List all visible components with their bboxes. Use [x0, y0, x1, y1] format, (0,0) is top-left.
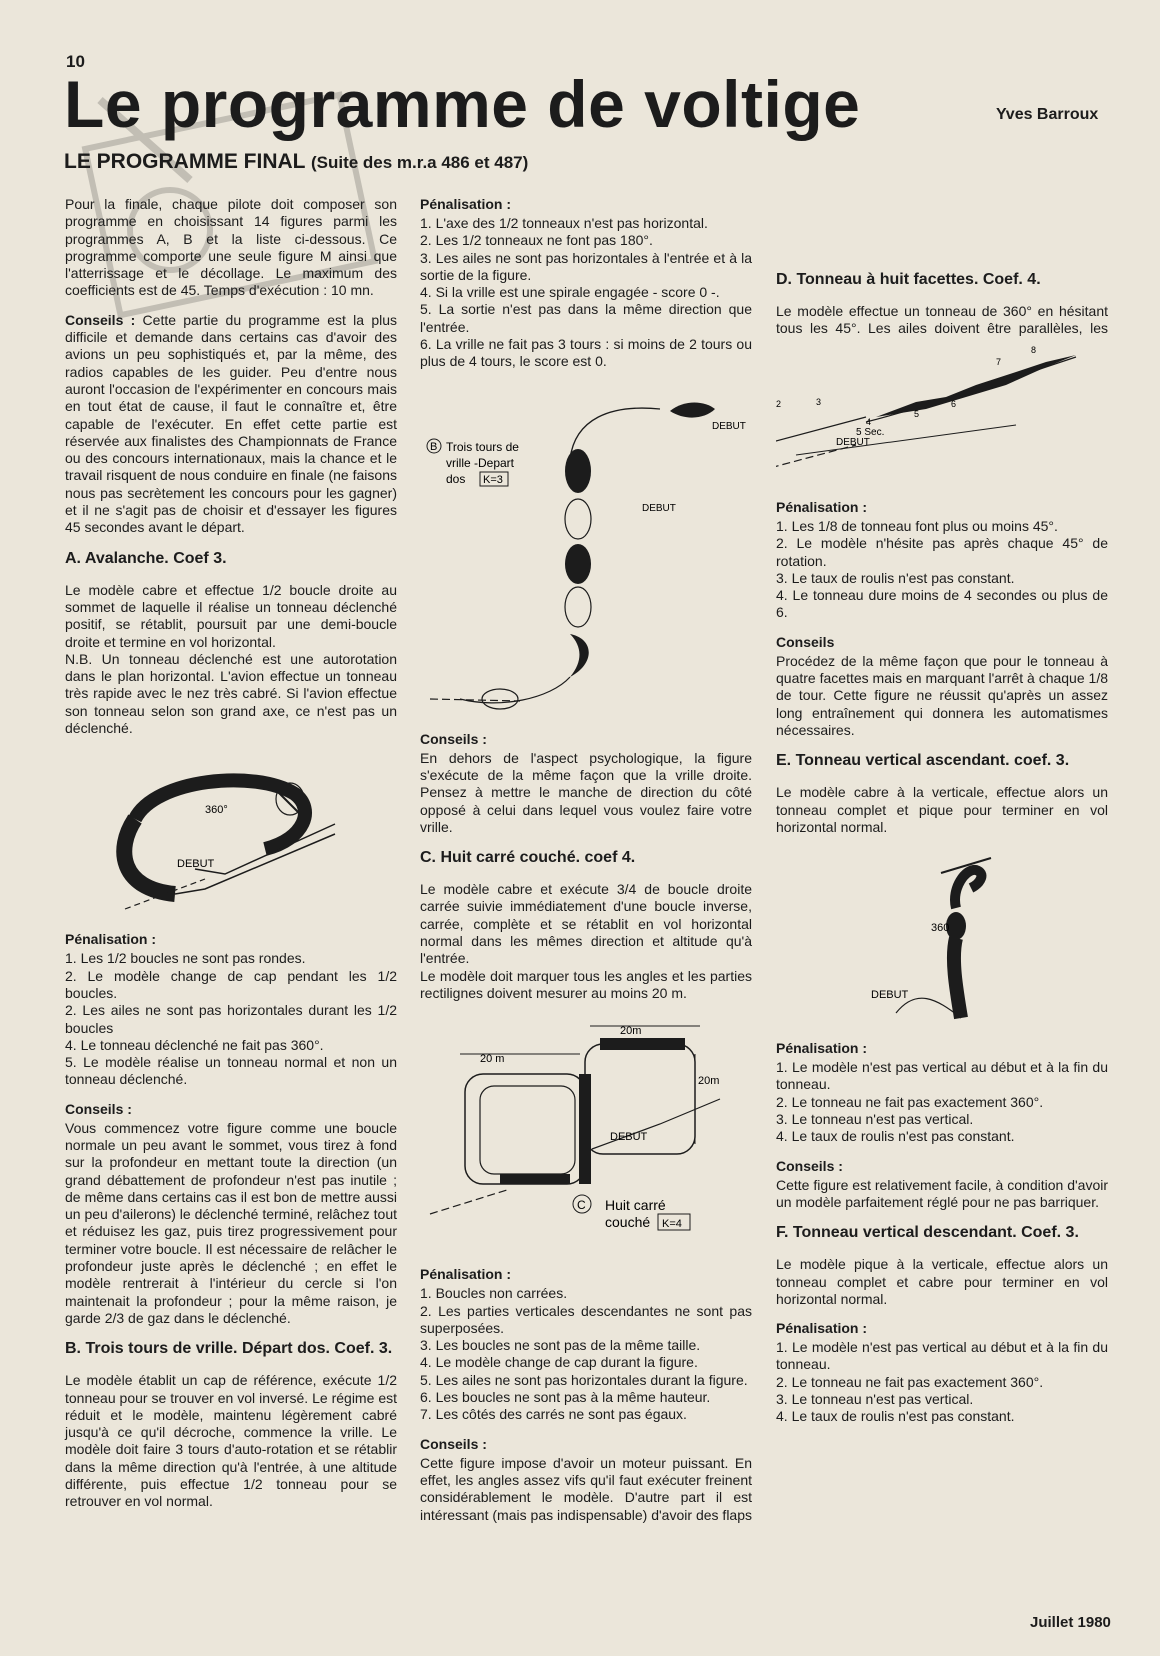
section-c-conseils-label: Conseils : [420, 1435, 487, 1452]
square-eight-line1: Huit carré [605, 1197, 666, 1214]
list-item: 2. Le modèle change de cap pendant les 1/2 boucles. [65, 967, 397, 1001]
list-item: 3. Le tonneau n'est pas vertical. [776, 1391, 974, 1408]
section-f-text: Le modèle pique à la verticale, effectue alors un tonneau complet et cabre pour terminer en vol horizontal normal. [776, 1256, 1108, 1307]
list-item: 1. Boucles non carrées. [420, 1285, 568, 1302]
section-c-conseils: Cette figure impose d'avoir un moteur puissant. En effet, les angles assez vifs qu'il faut exécuter freinent considérablement le modèle. D'autre part il est intéressant (mais pas indispensable) d'avoir des flaps [420, 1454, 752, 1523]
section-c-penalisation-label: Pénalisation : [420, 1266, 512, 1283]
column-2 [420, 196, 752, 1523]
roll-n4: 4 [866, 417, 872, 427]
square-eight-debut: DEBUT [610, 1131, 648, 1144]
section-d-conseils: Procédez de la même façon que pour le tonneau à quatre facettes mais en marquant l'arrêt à chaque 1/8 de tour. Cette figure ne réussit qu'après un assez long entraînement qui donnera les automatismes nécessaires. [776, 652, 1108, 738]
section-b-conseils: En dehors de l'aspect psychologique, la figure s'exécute de la même façon que la vrille droite. Pensez à mettre le manche de direction du côté opposé à celui dans lequel vous voulez faire votre vrille. [420, 749, 752, 835]
section-a-conseils: Vous commencez votre figure comme une boucle normale un peu avant le sommet, vous tirez à fond sur la profondeur en mettant toute la direction (un grand débattement de profondeur n'est pas inutile ; de même dans certains cas il est bon de mettre aussi un peu d'ailerons) le déclenché terminé, relâchez tout et réduisez les gaz, puis tirez progressivement pour terminer votre boucle. Il est nécessaire de relâcher le profondeur juste après le déclenché ; en effet le modèle rentrerait à l'intérieur du cercle si l'on maintenait la profondeur ; pour la même raison, je garde 2/3 de gaz dans le déclenché. [65, 1119, 397, 1326]
spin-line1: Trois tours de [446, 439, 519, 454]
list-item: 1. Le modèle n'est pas vertical au début et à la fin du tonneau. [776, 1339, 1108, 1373]
section-b-text: Le modèle établit un cap de référence, exécute 1/2 tonneau pour se trouver en vol inversé. Le régime est réduit et le modèle, maintenu légèrement cabré jusqu'à ce qu'il décroche, commence la vrille. Le modèle doit faire 3 tours d'auto-rotation et se rétablir dans la même direction qu'à l'entrée, à une altitude différente, puis effectue 1/2 tonneau pour se retrouver en vol normal. [65, 1372, 397, 1510]
square-eight-line2: couché [605, 1214, 651, 1231]
section-e-penalisation-label: Pénalisation : [776, 1040, 868, 1057]
section-a-penalisation-list [65, 950, 397, 1088]
list-item: 2. Les 1/2 tonneaux ne font pas 180°. [420, 232, 653, 249]
spin-line3: dos [446, 471, 466, 486]
section-d-p1: Le modèle effectue un tonneau de 360° en hésitant tous les 45°. Les ailes doivent être parallèles, les [776, 303, 1108, 337]
section-e-penalisation-list [776, 1059, 1108, 1145]
list-item: 1. Le modèle n'est pas vertical au début et à la fin du tonneau. [776, 1059, 1108, 1093]
list-item: 4. Si la vrille est une spirale engagée - score 0 -. [420, 284, 720, 301]
list-item: 6. Les boucles ne sont pas à la même hauteur. [420, 1389, 711, 1406]
section-c-heading: C. Huit carré couché. coef 4. [420, 849, 636, 867]
list-item: 4. Le taux de roulis n'est pas constant. [776, 1128, 1015, 1145]
page-number: 10 [66, 52, 85, 71]
section-c-p2: Le modèle doit marquer tous les angles et les parties rectilignes doivent mesurer au moins 20 m. [420, 967, 752, 1001]
section-d-penalisation-label: Pénalisation : [776, 499, 868, 515]
square-eight-d3: 20m [698, 1075, 720, 1088]
list-item: 1. Les 1/2 boucles ne sont pas rondes. [65, 950, 306, 967]
section-f-penalisation-label: Pénalisation : [776, 1320, 868, 1337]
vertical-roll-up-figure [776, 848, 1108, 1028]
footer-date: Juillet 1980 [1030, 1614, 1111, 1631]
roll-n6: 6 [951, 399, 957, 409]
section-b-heading: B. Trois tours de vrille. Départ dos. Coef. 3. [65, 1340, 393, 1358]
list-item: 3. Les boucles ne sont pas de la même taille. [420, 1337, 701, 1354]
list-item: 2. Le tonneau ne fait pas exactement 360°. [776, 1093, 1044, 1110]
section-a-penalisation-label: Pénalisation : [65, 931, 157, 948]
list-item: 3. Les ailes ne sont pas horizontales à l'entrée et à la sortie de la figure. [420, 249, 752, 283]
avalanche-angle-label: 360° [205, 804, 228, 817]
square-eight-figure [420, 1014, 752, 1254]
list-item: 5. La sortie n'est pas dans la même direction que l'entrée. [420, 301, 752, 335]
spin-debut-bottom: DEBUT [642, 502, 676, 514]
section-f-heading: F. Tonneau vertical descendant. Coef. 3. [776, 1224, 1079, 1242]
roll-n7: 7 [996, 357, 1002, 367]
square-eight-d1: 20m [620, 1025, 642, 1038]
spin-debut-top: DEBUT [712, 420, 746, 432]
section-f-penalisation-list [776, 1339, 1108, 1425]
column-3 [776, 196, 1108, 1434]
section-d-conseils-label: Conseils [776, 633, 835, 650]
avalanche-debut-label: DEBUT [177, 858, 215, 871]
square-eight-d2: 20 m [480, 1053, 505, 1066]
list-item: 5. Les ailes ne sont pas horizontales durant la figure. [420, 1371, 748, 1388]
subtitle [64, 150, 528, 174]
section-a-p2: N.B. Un tonneau déclenché est une autorotation dans le plan horizontal. L'avion effectue un tonneau très rapide avec le nez très cabré. Si l'avion effectue son tonneau selon son grand axe, ce n'est pas un déclenché. [65, 650, 397, 737]
list-item: 1. Les 1/8 de tonneau font plus ou moins 45°. [776, 518, 1058, 534]
list-item: 2. Le modèle n'hésite pas après chaque 45° de rotation. [776, 535, 1108, 569]
section-c-p1: Le modèle cabre et exécute 3/4 de boucle droite carrée suivie immédiatement d'une boucle inverse, carrée, complète et se rétablit en vol horizontal normal dans les mêmes direction et altitude qu'à l'entrée. [420, 881, 752, 967]
section-d-penalisation-list [776, 518, 1108, 622]
section-b-conseils-label: Conseils : [420, 730, 487, 747]
square-eight-letter: C [577, 1198, 586, 1213]
section-a-p1: Le modèle cabre et effectue 1/2 boucle droite au sommet de laquelle il réalise un tonneau déclenché positif, se rétablit, poursuit par une demi-boucle droite et termine en vol horizontal. [65, 581, 397, 650]
subtitle-note: (Suite des m.r.a 486 et 487) [310, 153, 529, 172]
list-item: 4. Le tonneau dure moins de 4 secondes ou plus de 6. [776, 587, 1108, 621]
intro-conseils [65, 312, 397, 537]
spin-figure [420, 379, 752, 719]
section-b-penalisation-label: Pénalisation : [420, 196, 512, 212]
roll-n8: 8 [1031, 345, 1037, 355]
section-b-penalisation-list [420, 215, 752, 371]
section-d-heading: D. Tonneau à huit facettes. Coef. 4. [776, 271, 1041, 288]
list-item: 7. Les côtés des carrés ne sont pas égaux. [420, 1406, 687, 1423]
avalanche-figure [65, 749, 397, 919]
list-item: 2. Les parties verticales descendantes ne sont pas superposées. [420, 1302, 752, 1336]
section-a-conseils-label: Conseils : [65, 1100, 132, 1117]
column-1 [65, 196, 397, 1523]
list-item: 3. Le tonneau n'est pas vertical. [776, 1111, 974, 1128]
list-item: 3. Le taux de roulis n'est pas constant. [776, 569, 1015, 586]
list-item: 6. La vrille ne fait pas 3 tours : si moins de 2 tours ou plus de 4 tours, le score est 0. [420, 336, 752, 370]
intro-conseils-label: Conseils : [65, 311, 136, 328]
spin-k: K=3 [483, 473, 503, 486]
roll-n2: 2 [776, 399, 782, 409]
page-title: Le programme de voltige [64, 67, 861, 141]
spin-line2: vrille -Depart [446, 455, 515, 470]
vertical-roll-angle: 360 [931, 922, 950, 935]
eight-point-roll-figure [776, 337, 1108, 487]
square-eight-k: K=4 [662, 1218, 682, 1231]
section-e-conseils-label: Conseils : [776, 1157, 843, 1174]
list-item: 2. Le tonneau ne fait pas exactement 360°. [776, 1373, 1044, 1390]
roll-n5: 5 [914, 409, 920, 419]
vertical-roll-debut: DEBUT [871, 989, 909, 1002]
roll-n3: 3 [816, 397, 822, 407]
eight-point-roll-debut: DEBUT [836, 437, 870, 448]
subtitle-main: LE PROGRAMME FINAL [64, 150, 306, 173]
list-item: 1. L'axe des 1/2 tonneaux n'est pas horizontal. [420, 215, 708, 231]
list-item: 2. Les ailes ne sont pas horizontales durant les 1/2 boucles [65, 1002, 397, 1036]
list-item: 4. Le tonneau déclenché ne fait pas 360°. [65, 1036, 324, 1053]
eight-point-roll-sec: 5 Sec. [856, 427, 885, 438]
intro-conseils-text: Cette partie du programme est la plus difficile et demande dans certains cas d'avoir des avions un peu sophistiqués et, par la même, des radios capables de les guider. Peu d'entre nous auront l'occasion de l'expérimenter en concours mais en tout état de cause, il faut le connaître et, être capable de l'exécuter. En effet cette partie est réservée aux finalistes des Championnats de France ou des concours internationaux, mais la chance et le travail risquent de nous conduire en finale (ne faisons nous pas secrètement les concours pour les gagner) et il ne s'agit pas de choisir et d'essayer les figures 45 secondes avant le départ. [65, 311, 397, 536]
section-e-conseils: Cette figure est relativement facile, à condition d'avoir un modèle parfaitement réglé pour ne pas barriquer. [776, 1176, 1108, 1210]
list-item: 4. Le taux de roulis n'est pas constant. [776, 1408, 1015, 1425]
list-item: 5. Le modèle réalise un tonneau normal et non un tonneau déclenché. [65, 1054, 397, 1088]
section-a-heading: A. Avalanche. Coef 3. [65, 549, 227, 567]
section-e-heading: E. Tonneau vertical ascendant. coef. 3. [776, 752, 1070, 770]
author: Yves Barroux [996, 106, 1099, 123]
spin-letter: B [430, 440, 438, 453]
intro-text: Pour la finale, chaque pilote doit composer son programme en choisissant 14 figures parmi les programmes A, B et la liste ci-dessous. Ce programme comporte une seule figure M ainsi que l'atterrissage et le décollage. Le maximum des coefficients est de 45. Temps d'exécution : 10 mn. [65, 196, 397, 299]
section-c-penalisation-list [420, 1285, 752, 1423]
list-item: 4. Le modèle change de cap durant la figure. [420, 1354, 698, 1371]
section-e-text: Le modèle cabre à la verticale, effectue alors un tonneau complet et pique pour terminer en vol horizontal normal. [776, 784, 1108, 835]
